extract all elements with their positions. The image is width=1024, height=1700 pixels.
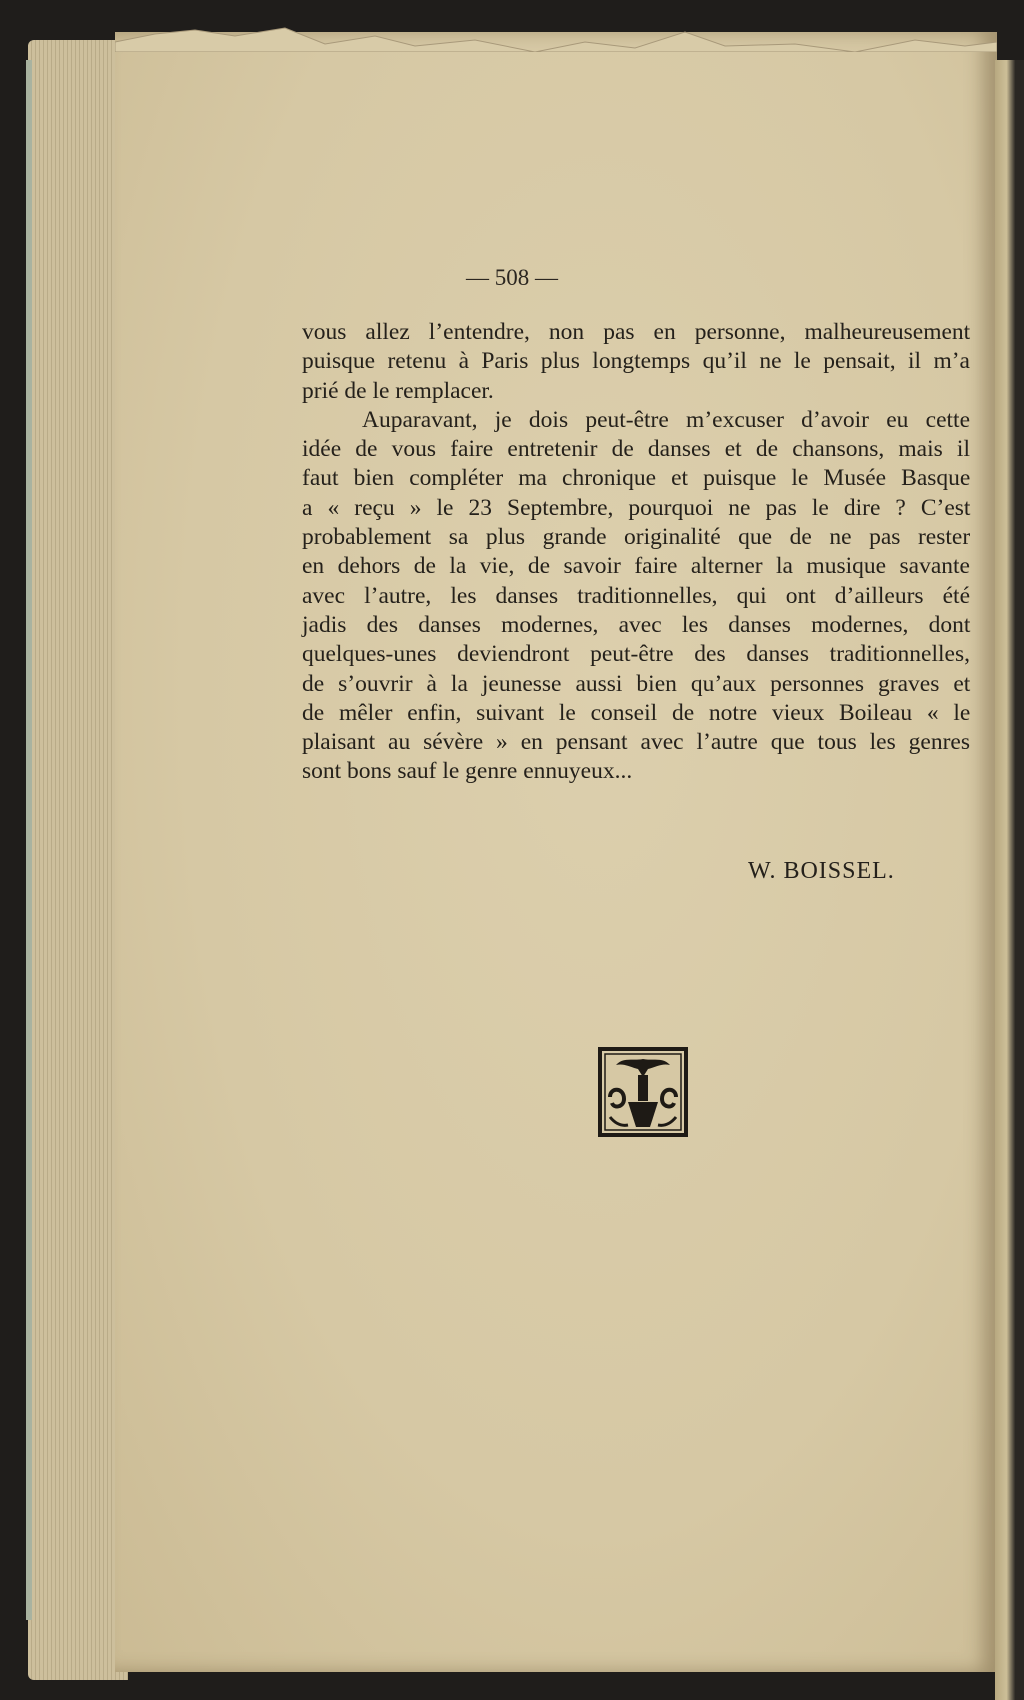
text-line: sont bons sauf le genre ennuyeux...	[302, 758, 633, 785]
text-line: a « reçu » le 23 Septembre, pourquoi ne pas le dire ? C’est	[302, 494, 971, 521]
text-line: en dehors de la vie, de savoir faire alterner la musique savante	[302, 553, 970, 580]
text-line: quelques-unes deviendront peut-être des danses traditionnelles,	[302, 641, 970, 668]
text-line: prié de le remplacer.	[302, 377, 494, 404]
text-line: probablement sa plus grande originalité que de ne pas rester	[302, 524, 971, 551]
text-line: de mêler enfin, suivant le conseil de notre vieux Boileau « le	[302, 699, 971, 726]
text-line: idée de vous faire entretenir de danses et de chansons, mais il	[302, 436, 970, 463]
text-line: avec l’autre, les danses traditionnelles, qui ont d’ailleurs été	[302, 582, 970, 609]
page-number: — 508 —	[466, 265, 558, 290]
text-line: faut bien compléter ma chronique et puisque le Musée Basque	[302, 465, 971, 492]
decorative-vignette-icon	[598, 1047, 688, 1137]
text-line: plaisant au sévère » en pensant avec l’autre que tous les genres	[302, 729, 970, 756]
torn-top-edge	[115, 22, 997, 52]
body-text	[302, 318, 970, 787]
text-line: jadis des danses modernes, avec les danses modernes, dont	[302, 611, 971, 638]
text-line: vous allez l’entendre, non pas en personne, malheureusement	[302, 319, 971, 345]
text-line: puisque retenu à Paris plus longtemps qu’il ne le pensait, il m’a	[302, 348, 970, 375]
text-line: Auparavant, je dois peut-être m’excuser d’avoir eu cette	[362, 406, 970, 433]
cover-edge	[26, 60, 32, 1620]
next-page-edge	[995, 60, 1024, 1700]
signature: W. BOISSEL.	[748, 858, 895, 884]
text-line: de s’ouvrir à la jeunesse aussi bien qu’aux personnes graves et	[302, 670, 971, 697]
